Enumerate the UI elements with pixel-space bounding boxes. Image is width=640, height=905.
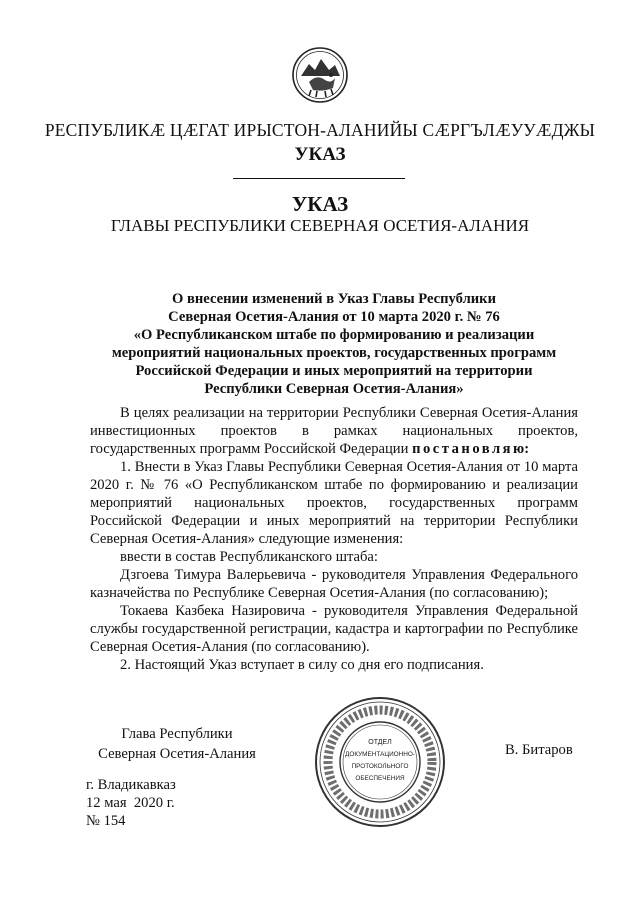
title-line: Северная Осетия-Алания от 10 марта 2020 г. № 76 <box>168 309 500 325</box>
member-2-paragraph: Токаева Казбека Назировича - руководителя Управления Федеральной службы государственной регистрации, кадастра и картографии по Республике Северная Осетия-Алания (по согласованию). <box>90 603 578 655</box>
title-line: «О Республиканском штабе по формированию и реализации <box>133 327 535 343</box>
official-stamp <box>312 694 448 830</box>
signatory-title-line: Северная Осетия-Алания <box>98 746 256 762</box>
decree-label: УКАЗ <box>291 192 349 216</box>
stamp-center-line: ОБЕСПЕЧЕНИЯ <box>355 775 405 782</box>
resolve-verb: постановля <box>412 441 514 457</box>
decree-number: № 154 <box>86 813 126 829</box>
signatory-title-line: Глава Республики <box>121 726 233 742</box>
republic-header-ossetian: РЕСПУБЛИКӔ ЦӔГАТ ИРЫСТОН-АЛАНИЙЫ СӔРГЪЛӔУУӔДЖЫ <box>44 120 596 140</box>
stamp-center-line: ДОКУМЕНТАЦИОННО- <box>345 751 415 758</box>
resolve-verb-tail: ю: <box>513 441 530 457</box>
preamble-paragraph <box>90 404 578 458</box>
member-1-paragraph: Дзгоева Тимура Валерьевича - руководителя Управления Федерального казначейства по Республике Северная Осетия-Алания (по согласованию); <box>90 567 578 601</box>
decree-title <box>100 290 568 398</box>
sub-intro-paragraph: ввести в состав Республиканского штаба: <box>120 549 378 565</box>
title-line: Российской Федерации и иных мероприятий на территории <box>135 363 533 379</box>
title-line: мероприятий национальных проектов, государственных программ <box>111 345 557 361</box>
item-1-paragraph: 1. Внести в Указ Главы Республики Северная Осетия-Алания от 10 марта 2020 г. № 76 «О Республиканском штабе по формированию и реализации мероприятий национальных проектов, государственных программ Российской Федерации и иных мероприятий на территории Республики Северная Осетия-Алания» следующие изменения: <box>90 459 578 547</box>
signatory-title <box>92 724 262 764</box>
item-2-paragraph: 2. Настоящий Указ вступает в силу со дня его подписания. <box>120 657 484 673</box>
decree-date: 12 мая 2020 г. <box>86 795 175 811</box>
title-line: Республики Северная Осетия-Алания» <box>204 381 464 397</box>
header-divider <box>233 178 405 179</box>
stamp-center-line: ОТДЕЛ <box>368 739 392 746</box>
coat-of-arms-emblem <box>291 46 349 104</box>
stamp-center-line: ПРОТОКОЛЬНОГО <box>351 763 409 770</box>
title-line: О внесении изменений в Указ Главы Республики <box>172 291 496 307</box>
decree-city: г. Владикавказ <box>86 777 176 793</box>
decree-place-date-number <box>86 776 176 830</box>
signatory-name: В. Битаров <box>505 742 573 758</box>
preamble-text: В целях реализации на территории Республики Северная Осетия-Алания инвестиционных проектов в рамках национальных проектов, государственных программ Российской Федерации <box>90 405 578 457</box>
decree-body <box>90 404 578 674</box>
decree-label-ossetian: УКАЗ <box>294 144 346 165</box>
head-of-republic-header: ГЛАВЫ РЕСПУБЛИКИ СЕВЕРНАЯ ОСЕТИЯ-АЛАНИЯ <box>110 216 530 235</box>
